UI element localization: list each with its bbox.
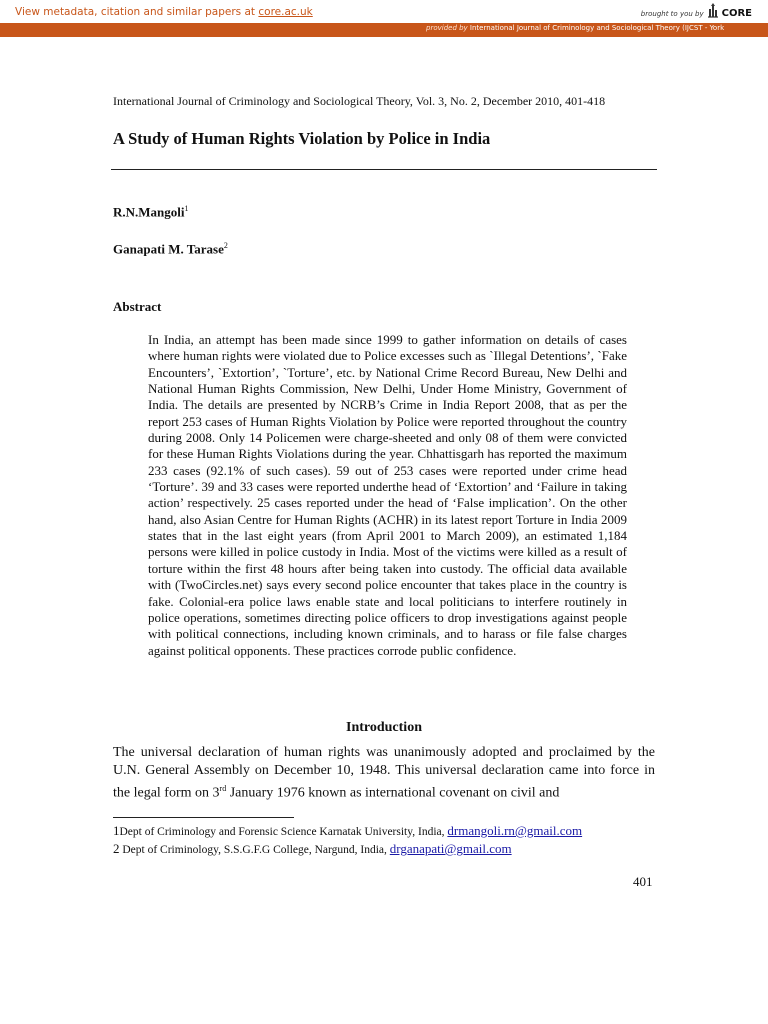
brought-by-label: brought to you by bbox=[640, 9, 704, 18]
author-2 bbox=[113, 241, 228, 257]
author-1 bbox=[113, 204, 189, 220]
introduction-body bbox=[113, 744, 655, 803]
author-footnote-marker: 2 bbox=[223, 241, 228, 250]
journal-citation: International Journal of Criminology and Sociological Theory, Vol. 3, No. 2, December 2010, 401-418 bbox=[113, 94, 606, 108]
footnote-email-link[interactable]: drmangoli.rn@gmail.com bbox=[447, 823, 583, 838]
provider-name: International Journal of Criminology and Sociological Theory (IJCST - York bbox=[467, 24, 725, 32]
footnote-text: Dept of Criminology, S.S.G.F.G College, Nargund, India, bbox=[119, 844, 390, 856]
abstract-heading: Abstract bbox=[113, 299, 162, 314]
core-metadata-link[interactable] bbox=[15, 6, 313, 18]
footnote-1 bbox=[113, 823, 582, 839]
paper-title: A Study of Human Rights Violation by Police in India bbox=[113, 129, 491, 148]
abstract-body: In India, an attempt has been made since 1999 to gather information on details of cases where human rights were violated due to Police excesses such as `Illegal Detentions’, `Fake Encounters’, `Extortion’, `Torture’, etc. by National Crime Record Bureau, New Delhi and National Human Rights Commission, New Delhi, Under Home Ministry, Government of India. The details are presented by NCRB’s Crime in India Report 2008, that as per the report 253 cases of Human Rights Violation by Police were reported throughout the country during 2008. Only 14 Policemen were charge-sheeted and only 08 of them were convicted for these Human Rights Violations during the year. Chhattisgarh has reported the maximum 233 cases (92.1% of such cases). 59 out of 253 cases were reported under crime head ‘Torture’. 39 and 33 cases were reported underthe head of ‘Extortion’ and ‘Failure in taking action’ respectively. 25 cases reported under the head of ‘False implication’. On the other hand, also Asian Centre for Human Rights (ACHR) in its latest report Torture in India 2009 states that in the last eight years (from April 2001 to March 2009), an estimated 1,184 persons were killed in police custody in India. Most of the victims were killed as a result of torture within the first 48 hours after being taken into custody. The official data available with (TwoCircles.net) says every second police encounter that takes place in the country is fake. Colonial-era police laws enable state and local politicians to interfere routinely in police operations, sometimes directing police officers to drop investigations against people with political connections, including known criminals, and to harass or file false charges against political opponents. These practices corrode public confidence. bbox=[148, 332, 627, 658]
title-divider bbox=[111, 169, 657, 170]
intro-text-part1: The universal declaration of human rights was unanimously adopted and proclaimed by the U.N. General Assembly on December 10, 1948. This universal declaration came into force in the legal form on 3 bbox=[113, 745, 655, 801]
author-footnote-marker: 1 bbox=[184, 204, 189, 213]
page-number: 401 bbox=[633, 874, 653, 889]
core-brought-by[interactable] bbox=[641, 3, 752, 19]
footnote-number: 2 bbox=[113, 841, 120, 856]
author-name: Ganapati M. Tarase bbox=[113, 241, 224, 257]
author-name: R.N.Mangoli bbox=[113, 204, 185, 220]
provided-by-text[interactable] bbox=[426, 24, 724, 32]
footnote-email-link[interactable]: drganapati@gmail.com bbox=[389, 841, 512, 856]
core-logo-text: CORE bbox=[721, 7, 752, 19]
intro-superscript: rd bbox=[219, 784, 227, 793]
footnote-text: Dept of Criminology and Forensic Science Karnatak University, India, bbox=[119, 826, 448, 838]
provided-by-label: provided by bbox=[426, 24, 468, 32]
core-banner bbox=[0, 0, 768, 23]
core-link-prefix: View metadata, citation and similar papers at bbox=[15, 6, 259, 18]
core-ac-uk-link[interactable]: core.ac.uk bbox=[258, 6, 313, 18]
footnote-number: 1 bbox=[113, 823, 120, 838]
footnote-divider bbox=[113, 817, 294, 818]
intro-text-part2: January 1976 known as international covenant on civil and bbox=[226, 785, 560, 801]
core-logo-icon bbox=[707, 3, 719, 19]
introduction-heading: Introduction bbox=[346, 720, 422, 735]
core-provided-bar bbox=[0, 23, 768, 37]
footnote-2 bbox=[113, 841, 512, 857]
